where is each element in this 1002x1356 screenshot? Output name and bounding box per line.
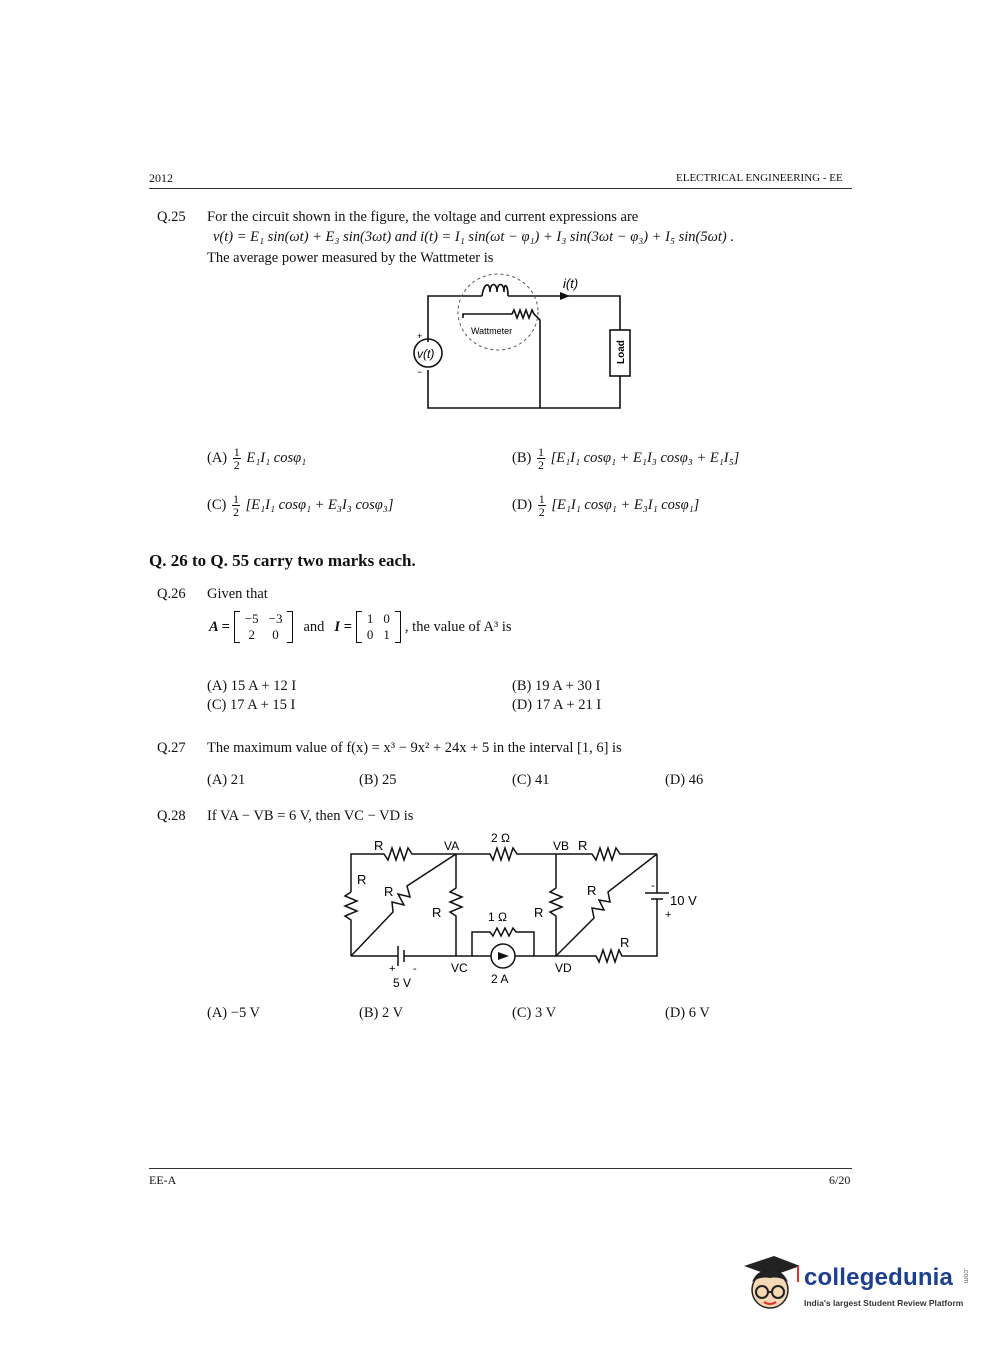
- label-2a: 2 A: [491, 972, 509, 986]
- header-subject: ELECTRICAL ENGINEERING - EE: [676, 172, 843, 184]
- q28-text: If VA − VB = 6 V, then VC − VD is: [207, 808, 414, 824]
- q25-number: Q.25: [157, 209, 186, 225]
- q27-option-d: (D) 46: [665, 772, 704, 788]
- q25-circuit-diagram: [405, 268, 635, 413]
- q26-option-c: (C) 17 A + 15 I: [207, 697, 296, 713]
- q28-option-d: (D) 6 V: [665, 1005, 710, 1021]
- label-2-ohm: 2 Ω: [491, 831, 510, 845]
- label-r-bottom-right: R: [620, 935, 630, 950]
- footer-page: 6/20: [829, 1173, 851, 1187]
- current-label: i(t): [563, 276, 579, 291]
- q25-option-d: (D) $\frac{1}{2}$ [E₁I₁ cosφ₁ + E₃I₁ cosφ₁]: [512, 492, 700, 519]
- q26-text: Given that: [207, 586, 268, 602]
- footer-rule: [149, 1168, 852, 1169]
- wattmeter-label: Wattmeter: [471, 326, 513, 336]
- q27-option-b: (B) 25: [359, 772, 397, 788]
- matrix-a-label: A =: [209, 619, 230, 635]
- brand-tagline: India's largest Student Review Platform: [804, 1298, 964, 1308]
- label-r-vb-vertical: R: [534, 905, 544, 920]
- q26-number: Q.26: [157, 586, 186, 602]
- q25-equations: v(t) = E₁ sin(ωt) + E₃ sin(3ωt) and i(t) = I₁ sin(ωt − φ₁) + I₃ sin(3ωt − φ₃) + I₅ sin(5ωt) .: [213, 229, 734, 245]
- label-5v-minus: -: [413, 963, 417, 975]
- q26-matrices: [209, 611, 512, 643]
- q28-circuit-diagram: [335, 828, 710, 993]
- matrix-i: 1 0 0 1: [356, 611, 401, 643]
- collegedunia-logo[interactable]: [740, 1252, 980, 1322]
- q27-option-c: (C) 41: [512, 772, 550, 788]
- q28-number: Q.28: [157, 808, 186, 824]
- source-minus: −: [417, 367, 423, 377]
- label-r-left-vertical: R: [357, 872, 367, 887]
- matrix-a: −5 −3 2 0: [234, 611, 294, 643]
- q28-option-c: (C) 3 V: [512, 1005, 557, 1021]
- brand-name: collegedunia: [804, 1264, 954, 1291]
- q27-text: The maximum value of f(x) = x³ − 9x² + 24x + 5 in the interval [1, 6] is: [207, 740, 622, 756]
- q26-tail: , the value of A³ is: [404, 619, 512, 635]
- q28-option-b: (B) 2 V: [359, 1005, 404, 1021]
- q26-option-a: (A) 15 A + 12 I: [207, 678, 297, 694]
- label-r-top-left: R: [374, 838, 384, 853]
- label-r-right-diagonal: R: [587, 883, 597, 898]
- label-r-va-vertical: R: [432, 905, 442, 920]
- section-title: Q. 26 to Q. 55 carry two marks each.: [149, 551, 416, 570]
- label-r-top-right: R: [578, 838, 588, 853]
- q25-option-b: (B) $\frac{1}{2}$ [E₁I₁ cosφ₁ + E₁I₃ cosφ₃ + E₁I₅]: [512, 445, 740, 472]
- q25-option-c: (C) $\frac{1}{2}$ [E₁I₁ cosφ₁ + E₃I₃ cosφ₃]: [207, 492, 394, 519]
- label-10v-minus: -: [651, 880, 655, 892]
- source-label: v(t): [417, 347, 435, 361]
- brand-domain: .com: [962, 1268, 969, 1284]
- label-5v: 5 V: [393, 976, 412, 990]
- matrix-i-label: I =: [334, 619, 352, 635]
- mascot-icon: [740, 1252, 802, 1314]
- label-5v-plus: +: [389, 963, 396, 975]
- q25-line1: For the circuit shown in the figure, the voltage and current expressions are: [207, 209, 639, 225]
- q25-option-a: (A) $\frac{1}{2}$ E₁I₁ cosφ₁: [207, 445, 307, 472]
- label-vb: VB: [553, 839, 570, 853]
- q27-option-a: (A) 21: [207, 772, 246, 788]
- and-word: and: [303, 619, 325, 635]
- q26-option-b: (B) 19 A + 30 I: [512, 678, 601, 694]
- footer-code: EE-A: [149, 1173, 177, 1187]
- q28-option-a: (A) −5 V: [207, 1005, 261, 1021]
- q26-option-d: (D) 17 A + 21 I: [512, 697, 602, 713]
- label-r-left-diagonal: R: [384, 884, 394, 899]
- label-10v-plus: +: [665, 909, 672, 921]
- q27-number: Q.27: [157, 740, 186, 756]
- label-vc: VC: [451, 961, 468, 975]
- label-vd: VD: [555, 961, 572, 975]
- source-plus: +: [417, 331, 423, 341]
- label-1-ohm: 1 Ω: [488, 910, 507, 924]
- label-va: VA: [444, 839, 460, 853]
- load-label: Load: [616, 340, 627, 364]
- header-year: 2012: [149, 171, 173, 185]
- label-10v: 10 V: [670, 893, 697, 908]
- q25-line3: The average power measured by the Wattmeter is: [207, 250, 494, 266]
- header-rule: [149, 188, 852, 189]
